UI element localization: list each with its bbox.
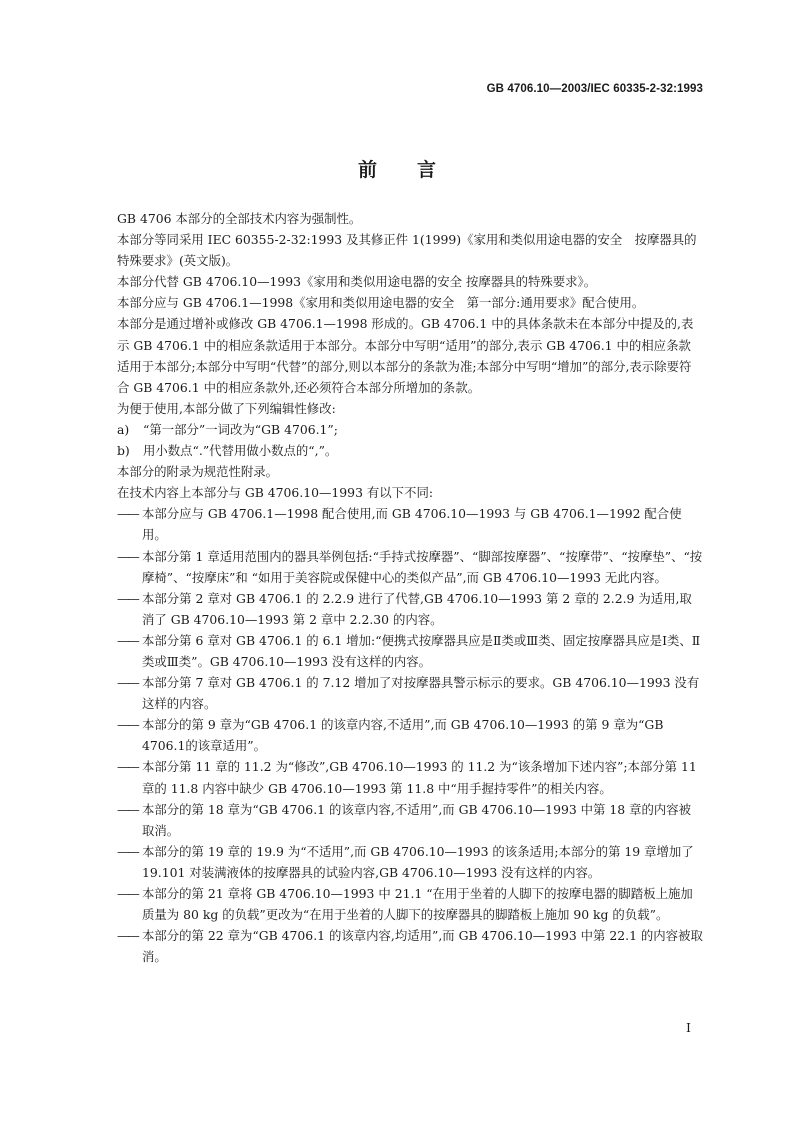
page-title: 前言 xyxy=(357,159,476,181)
difference-item xyxy=(117,756,703,798)
paragraph-differences-intro: 在技术内容上本部分与 GB 4706.10—1993 有以下不同: xyxy=(117,485,434,501)
difference-item xyxy=(117,546,703,588)
list-marker: b) xyxy=(117,443,130,459)
dash-marker: —— xyxy=(117,506,138,522)
difference-text: 本部分的第 9 章为“GB 4706.1 的该章内容,不适用”,而 GB 4706.10—1993 的第 9 章为“GB 4706.1的该章适用”。 xyxy=(142,717,664,754)
document-body xyxy=(117,208,703,967)
paragraph-replaces: 本部分代替 GB 4706.10—1993《家用和类似用途电器的安全 按摩器具的特殊要求》。 xyxy=(117,274,597,290)
difference-text: 本部分第 2 章对 GB 4706.1 的 2.2.9 进行了代替,GB 4706.10—1993 第 2 章的 2.2.9 为适用,取消了 GB 4706.10—1993 第 2 章中 2.2.30 的内容。 xyxy=(142,590,692,627)
difference-item xyxy=(117,841,703,883)
difference-text: 本部分第 1 章适用范围内的器具举例包括:“手持式按摩器”、“脚部按摩器”、“按摩带”、“按摩垫”、“按摩椅”、“按摩床”和 “如用于美容院或保健中心的类似产品”,而 GB 4706.10—1993 无此内容。 xyxy=(142,548,703,585)
difference-item xyxy=(117,799,703,841)
list-item-text: “第一部分”一词改为“GB 4706.1”; xyxy=(143,421,338,437)
dash-marker: —— xyxy=(117,843,138,859)
dash-marker: —— xyxy=(117,632,138,648)
difference-text: 本部分第 7 章对 GB 4706.1 的 7.12 增加了对按摩器具警示标示的要求。GB 4706.10—1993 没有这样的内容。 xyxy=(142,675,700,712)
paragraph-formation: 本部分是通过增补或修改 GB 4706.1—1998 形成的。GB 4706.1 中的具体条款未在本部分中提及的,表示 GB 4706.1 中的相应条款适用于本部分。本部分中写明“适用”的部分,表示 GB 4706.1 中的相应条款适用于本部分;本部分中写明“代替”的部分,则以本部分的条款为准;本部分中写明“增加”的部分,表示除要符合 GB 4706.1 中的相应条款外,还必须符合本部分所增加的条款。 xyxy=(117,316,694,395)
difference-item xyxy=(117,503,703,545)
difference-text: 本部分第 11 章的 11.2 为“修改”,GB 4706.10—1993 的 11.2 为“该条增加下述内容”;本部分第 11 章的 11.8 内容中缺少 GB 4706.10—1993 第 11.8 中“用手握持零件”的相关内容。 xyxy=(142,759,697,796)
dash-marker: —— xyxy=(117,886,138,901)
difference-item xyxy=(117,883,703,925)
page-number: I xyxy=(686,1020,691,1035)
dash-marker: —— xyxy=(117,675,138,691)
difference-text: 本部分的第 21 章将 GB 4706.10—1993 中 21.1 “在用于坐着的人脚下的按摩电器的脚踏板上施加质量为 80 kg 的负载”更改为“在用于坐着的人脚下的按摩器具的脚踏板上施加 90 kg 的负载”。 xyxy=(142,886,693,923)
dash-marker: —— xyxy=(117,717,138,733)
difference-item xyxy=(117,925,703,967)
dash-marker: —— xyxy=(117,548,138,564)
difference-item xyxy=(117,714,703,756)
edit-list-item xyxy=(117,440,703,461)
dash-marker: —— xyxy=(117,759,138,775)
difference-text: 本部分的第 22 章为“GB 4706.1 的该章内容,均适用”,而 GB 4706.10—1993 中第 22.1 的内容被取消。 xyxy=(142,928,703,965)
paragraph-adoption: 本部分等同采用 IEC 60355-2-32:1993 及其修正件 1(1999)《家用和类似用途电器的安全 按摩器具的特殊要求》(英文版)。 xyxy=(117,232,697,269)
difference-text: 本部分的第 18 章为“GB 4706.1 的该章内容,不适用”,而 GB 4706.10—1993 中第 18 章的内容被取消。 xyxy=(142,801,692,838)
standard-code-header: GB 4706.10—2003/IEC 60335-2-32:1993 xyxy=(486,83,703,95)
paragraph-mandatory: GB 4706 本部分的全部技术内容为强制性。 xyxy=(117,211,362,226)
difference-text: 本部分应与 GB 4706.1—1998 配合使用,而 GB 4706.10—1993 与 GB 4706.1—1992 配合使用。 xyxy=(142,506,682,543)
paragraph-used-with: 本部分应与 GB 4706.1—1998《家用和类似用途电器的安全 第一部分:通用要求》配合使用。 xyxy=(117,295,645,311)
dash-marker: —— xyxy=(117,590,138,606)
difference-text: 本部分的第 19 章的 19.9 为“不适用”,而 GB 4706.10—1993 的该条适用;本部分的第 19 章增加了 19.101 对装满液体的按摩器具的试验内容,GB 4706.10—1993 没有这样的内容。 xyxy=(142,843,694,880)
difference-text: 本部分第 6 章对 GB 4706.1 的 6.1 增加:“便携式按摩器具应是Ⅱ类或Ⅲ类、固定按摩器具应是Ⅰ类、Ⅱ类或Ⅲ类”。GB 4706.10—1993 没有这样的内容。 xyxy=(142,632,701,669)
paragraph-edit-intro: 为便于使用,本部分做了下列编辑性修改: xyxy=(117,400,336,416)
difference-item xyxy=(117,630,703,672)
list-marker: a) xyxy=(117,421,130,437)
edit-list-item xyxy=(117,419,703,440)
paragraph-annex: 本部分的附录为规范性附录。 xyxy=(117,464,279,480)
list-item-text: 用小数点“.”代替用做小数点的“,”。 xyxy=(143,443,338,459)
difference-item xyxy=(117,672,703,714)
dash-marker: —— xyxy=(117,801,138,817)
difference-item xyxy=(117,588,703,630)
dash-marker: —— xyxy=(117,928,138,944)
